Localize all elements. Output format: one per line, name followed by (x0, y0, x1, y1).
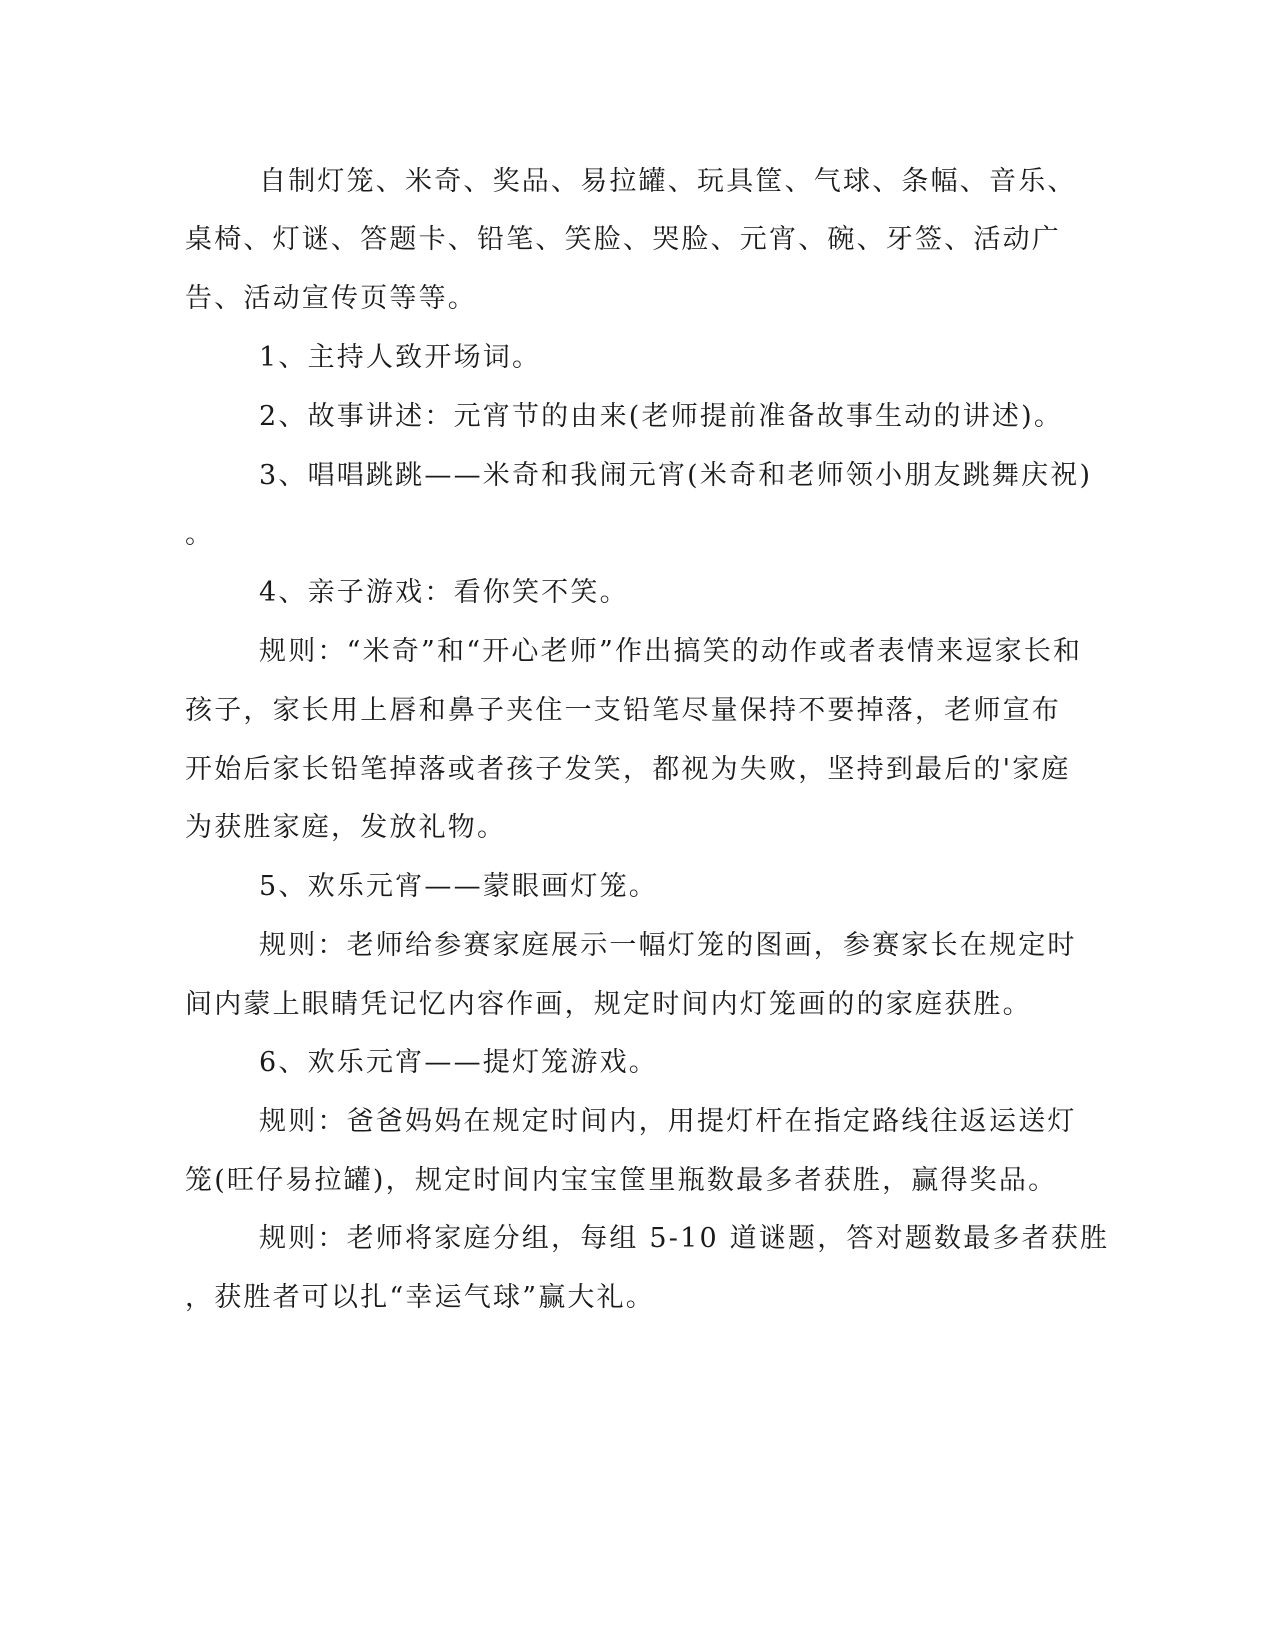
text-line-6: 3、唱唱跳跳——米奇和我闹元宵(米奇和老师领小朋友跳舞庆祝) (259, 460, 1093, 491)
text-line-5: 2、故事讲述：元宵节的由来(老师提前准备故事生动的讲述)。 (259, 401, 1064, 432)
text-line-7: 。 (185, 519, 215, 550)
text-line-17: 规则：爸爸妈妈在规定时间内，用提灯杆在指定路线往返运送灯 (259, 1106, 1077, 1137)
text-line-15: 间内蒙上眼睛凭记忆内容作画，规定时间内灯笼画的的家庭获胜。 (185, 989, 1032, 1020)
text-line-4: 1、主持人致开场词。 (259, 342, 542, 373)
text-line-8: 4、亲子游戏：看你笑不笑。 (259, 577, 629, 608)
text-line-11: 开始后家长铅笔掉落或者孩子发笑，都视为失败，坚持到最后的'家庭 (185, 754, 1071, 785)
text-line-14: 规则：老师给参赛家庭展示一幅灯笼的图画，参赛家长在规定时 (259, 930, 1077, 961)
text-line-16: 6、欢乐元宵——提灯笼游戏。 (259, 1047, 658, 1078)
text-line-1: 自制灯笼、米奇、奖品、易拉罐、玩具筐、气球、条幅、音乐、 (259, 166, 1077, 197)
text-line-10: 孩子，家长用上唇和鼻子夹住一支铅笔尽量保持不要掉落，老师宣布 (185, 695, 1061, 726)
text-line-2: 桌椅、灯谜、答题卡、铅笔、笑脸、哭脸、元宵、碗、牙签、活动广 (185, 224, 1061, 255)
text-line-3: 告、活动宣传页等等。 (185, 283, 477, 314)
text-line-9: 规则：“米奇”和“开心老师”作出搞笑的动作或者表情来逗家长和 (259, 636, 1083, 667)
text-line-18: 笼(旺仔易拉罐)，规定时间内宝宝筐里瓶数最多者获胜，赢得奖品。 (185, 1165, 1058, 1196)
text-line-13: 5、欢乐元宵——蒙眼画灯笼。 (259, 871, 658, 902)
text-line-19: 规则：老师将家庭分组，每组 5-10 道谜题，答对题数最多者获胜 (259, 1223, 1110, 1254)
text-line-12: 为获胜家庭，发放礼物。 (185, 812, 507, 843)
text-line-20: ，获胜者可以扎“幸运气球”赢大礼。 (185, 1282, 656, 1313)
